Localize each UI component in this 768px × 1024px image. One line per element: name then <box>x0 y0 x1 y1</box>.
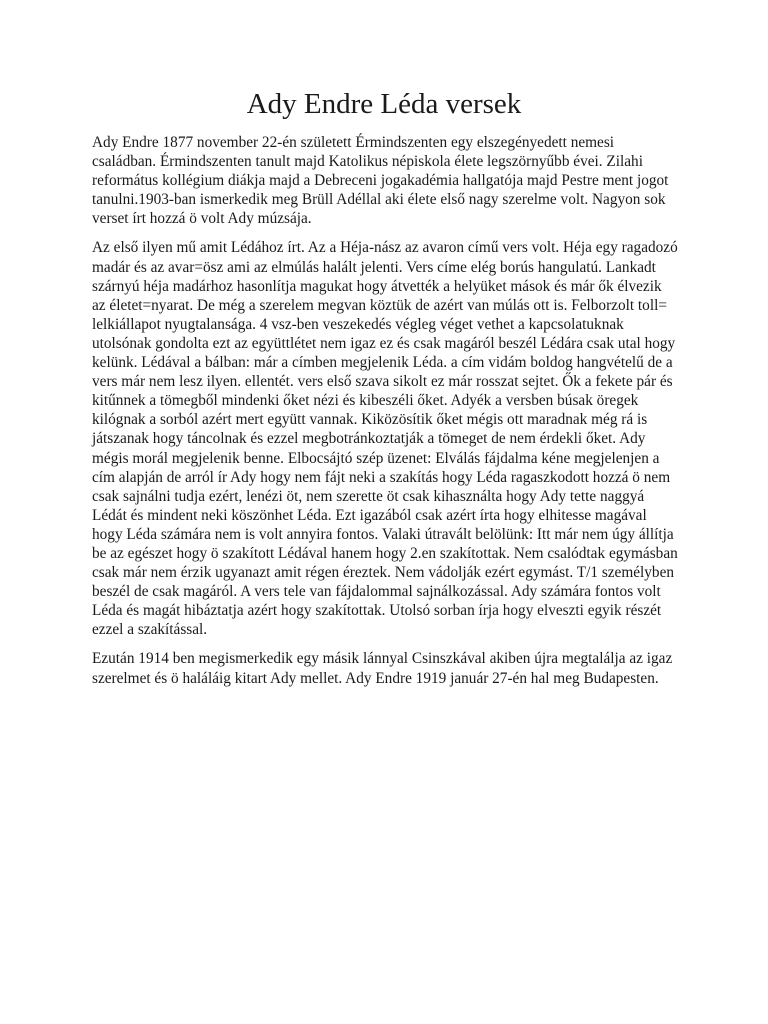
document-body <box>92 133 678 698</box>
paragraph-later-life: Ezután 1914 ben megismerkedik egy másik lánnyal Csinszkával akiben újra megtalálja az igaz szerelmet és ö haláláig kitart Ady mellet. Ady Endre 1919 január 27-én hal meg Budapesten. <box>92 650 673 687</box>
paragraph-biography: Ady Endre 1877 november 22-én született Érmindszenten egy elszegényedett nemesi családban. Érmindszenten tanult majd Katolikus népiskola élete legszörnyűbb évei. Zilahi református kollégium diákja majd a Debreceni jogakadémia hallgatója majd Pestre ment jogot tanulni.1903-ban ismerkedik meg Brüll Adéllal aki élete első nagy szerelme volt. Nagyon sok verset írt hozzá ö volt Ady múzsája. <box>92 134 669 228</box>
paragraph-poems-analysis: Az első ilyen mű amit Lédához írt. Az a Héja-nász az avaron című vers volt. Héja egy ragadozó madár és az avar=ösz ami az elmúlás halált jelenti. Vers címe elég borús hangulatú. Lankadt szárnyú héja madárhoz hasonlítja magukat hogy átvették a helyüket mások és már ők élvezik az életet=nyarat. De még a szerelem megvan köztük de azért van múlás ott is. Felborzolt toll= lelkiállapot nyugtalansága. 4 vsz-ben veszekedés végleg véget vethet a kapcsolatuknak utolsónak gondolta ezt az együttlétet nem igaz ez és csak magáról beszél Lédára csak utal hogy kelünk. Lédával a bálban: már a címben megjelenik Léda. a cím vidám boldog hangvételű de a vers már nem lesz ilyen. ellentét. vers első szava sikolt ez már rosszat sejtet. Ők a fekete pár és kitűnnek a tömegből mindenki őket nézi és kibeszéli őket. Adyék a versben búsak öregek kilógnak a sorból azért mert együtt vannak. Kiközösítik őket mégis ott maradnak még rá is játszanak hogy táncolnak és ezzel megbotránkoztatják a tömeget de nem érdekli őket. Ady mégis morál megjelenik benne. Elbocsájtó szép üzenet: Elválás fájdalma kéne megjelenjen a cím alapján de arról ír Ady hogy nem fájt neki a szakítás hogy Léda ragaszkodott hozzá ö nem csak sajnálni tudja ezért, lenézi öt, nem szerette öt csak kihasználta hogy Ady tette naggyá Lédát és mindent neki köszönhet Léda. Ezt igazából csak azért írta hogy elhitesse magával hogy Léda számára nem is volt annyira fontos. Valaki útravált belölünk: Itt már nem úgy állítja be az egészet hogy ö szakított Lédával hanem hogy 2.en szakítottak. Nem csalódtak egymásban csak már nem érzik ugyanazt amit régen éreztek. Nem vádolják ezért egymást. T/1 személyben beszél de csak magáról. A vers tele van fájdalommal sajnálkozással. Ady számára fontos volt Léda és magát hibáztatja azért hogy szakítottak. Utolsó sorban írja hogy elveszti egyik részét ezzel a szakítással. <box>92 239 678 639</box>
document-title: Ady Endre Léda versek <box>246 88 522 120</box>
